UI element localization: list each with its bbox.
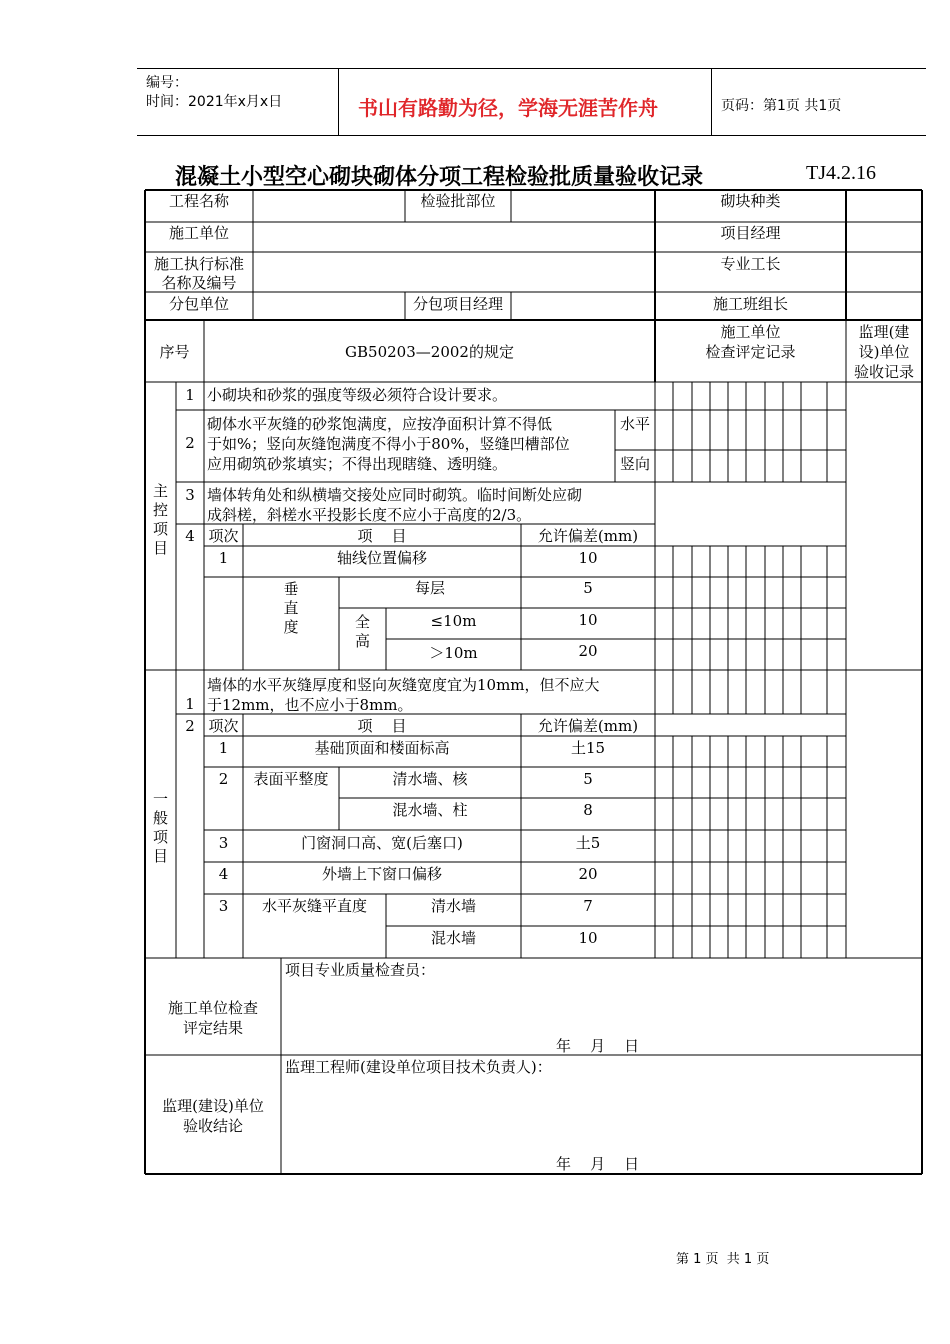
- general-r4-num: 4: [218, 865, 229, 883]
- seq-header: 序号: [159, 343, 190, 361]
- project-name-label: 工程名称: [168, 192, 229, 210]
- general-r2-name: 表面平整度: [253, 770, 329, 788]
- team-leader-label: 施工班组长: [712, 295, 788, 313]
- verticality-l3: 度: [283, 618, 299, 636]
- general-r2a-val: 5: [583, 770, 593, 788]
- sub-manager-label: 分包项目经理: [412, 295, 503, 313]
- general-item2-num: 2: [185, 717, 195, 735]
- sup-header-line1: 监理(建: [858, 323, 910, 341]
- eval-header-line2: 检查评定记录: [705, 343, 796, 361]
- main-label-2: 控: [152, 501, 168, 519]
- main-item2-text-l3: 应用砌筑砂浆填实；不得出现瞎缝、透明缝。: [207, 455, 508, 473]
- main-item2-text-l2: 于如%；竖向灰缝饱满度不得小于80%，竖缝凹槽部位: [207, 435, 570, 453]
- result-label-l2: 评定结果: [182, 1019, 243, 1037]
- main-item3-num: 3: [185, 486, 195, 504]
- header-divider-right: [711, 68, 712, 136]
- main-item3-text-l2: 成斜槎，斜槎水平投影长度不应小于高度的2/3。: [207, 506, 532, 524]
- verticality-l2: 直: [283, 599, 299, 617]
- general-r5b-label: 混水墙: [430, 929, 476, 947]
- general-r5a-label: 清水墙: [430, 897, 476, 915]
- le10-val: 10: [578, 611, 598, 629]
- general-item1-text-l1: 墙体的水平灰缝厚度和竖向灰缝宽度宜为10mm，但不应大: [207, 676, 600, 694]
- full-height-l1: 全: [354, 613, 370, 631]
- document-code: TJ4.2.16: [806, 162, 876, 184]
- general-item1-text-l2: 于12mm，也不应小于8mm。: [207, 696, 413, 714]
- result-date: 年 月 日: [556, 1037, 640, 1055]
- main-sub-tol-header: 允许偏差(mm): [537, 527, 639, 545]
- batch-part-label: 检验批部位: [420, 192, 496, 210]
- standard-label-line1: 施工执行标准: [153, 255, 244, 273]
- result-inspector: 项目专业质量检查员：: [285, 961, 436, 979]
- general-r1-num: 1: [218, 739, 229, 757]
- main-item1-text: 小砌块和砂浆的强度等级必须符合设计要求。: [207, 386, 508, 404]
- general-r3-num: 3: [218, 834, 229, 852]
- header-bottom-rule: [137, 135, 926, 136]
- general-item1-num: 1: [185, 695, 195, 713]
- sup-header-line3: 验收记录: [853, 363, 914, 381]
- main-item2-num: 2: [185, 434, 195, 452]
- horizontal-label: 水平: [619, 415, 650, 433]
- main-label-3: 项: [152, 520, 168, 538]
- vertical-label: 竖向: [619, 455, 650, 473]
- main-sub-seq-header: 项次: [208, 527, 239, 545]
- general-r1-name: 基础顶面和楼面标高: [314, 739, 450, 757]
- gt10-label: ＞10m: [429, 644, 478, 662]
- per-floor-label: 每层: [414, 579, 445, 597]
- conclusion-label-l1: 监理(建设)单位: [162, 1097, 264, 1115]
- date-label: 时间：2021年x月x日: [146, 94, 283, 110]
- general-label-2: 般: [152, 809, 168, 827]
- general-r2a-label: 清水墙、核: [392, 770, 468, 788]
- general-r3-val: 土5: [575, 834, 601, 852]
- result-label-l1: 施工单位检查: [167, 999, 258, 1017]
- gt10-val: 20: [578, 642, 598, 660]
- conclusion-label-l2: 验收结论: [182, 1117, 243, 1135]
- conclusion-date: 年 月 日: [556, 1155, 640, 1173]
- sup-header-line2: 设)单位: [858, 343, 910, 361]
- per-floor-val: 5: [583, 579, 593, 597]
- standard-label-line2: 名称及编号: [161, 274, 237, 292]
- main-r1-name: 轴线位置偏移: [336, 549, 427, 567]
- general-r5b-val: 10: [578, 929, 598, 947]
- general-label-3: 项: [152, 828, 168, 846]
- header-divider-left: [338, 68, 339, 136]
- serial-label: 编号：: [146, 75, 188, 91]
- conclusion-engineer: 监理工程师(建设单位项目技术负责人)：: [285, 1058, 552, 1076]
- general-r3-name: 门窗洞口高、宽(后塞口): [301, 834, 463, 852]
- main-item1-num: 1: [185, 386, 195, 404]
- general-sub-tol-header: 允许偏差(mm): [537, 717, 639, 735]
- header-motto: 书山有路勤为径，学海无涯苦作舟: [358, 96, 658, 120]
- construction-unit-label: 施工单位: [168, 224, 229, 242]
- main-r1-num: 1: [218, 549, 229, 567]
- general-r5a-val: 7: [583, 897, 593, 915]
- general-r2b-label: 混水墙、柱: [392, 801, 468, 819]
- foreman-label: 专业工长: [720, 255, 781, 273]
- eval-header-line1: 施工单位: [720, 323, 781, 341]
- general-r1-val: 土15: [570, 739, 606, 757]
- verticality-l1: 垂: [283, 580, 299, 598]
- le10-label: ≤10m: [430, 612, 477, 630]
- page-label: 页码：第1页 共1页: [721, 98, 842, 114]
- general-r2b-val: 8: [583, 801, 593, 819]
- project-manager-label: 项目经理: [720, 224, 781, 242]
- main-item2-text-l1: 砌体水平灰缝的砂浆饱满度，应按净面积计算不得低: [207, 415, 553, 433]
- document-title: 混凝土小型空心砌块砌体分项工程检验批质量验收记录: [175, 165, 704, 190]
- block-type-label: 砌块种类: [720, 192, 781, 210]
- page-footer: 第 1 页 共 1 页: [676, 1252, 770, 1267]
- full-height-l2: 高: [354, 632, 370, 650]
- general-r4-name: 外墙上下窗口偏移: [321, 865, 442, 883]
- general-sub-item-header: 项 目: [357, 717, 407, 735]
- general-label-1: 一: [152, 790, 168, 808]
- main-item4-num: 4: [185, 527, 195, 545]
- main-label-4: 目: [152, 539, 168, 557]
- general-r2-num: 2: [218, 770, 229, 788]
- general-label-4: 目: [152, 847, 168, 865]
- subcontractor-label: 分包单位: [168, 295, 229, 313]
- header-top-rule: [137, 68, 926, 69]
- general-r4-val: 20: [578, 865, 598, 883]
- main-item3-text-l1: 墙体转角处和纵横墙交接处应同时砌筑。临时间断处应砌: [207, 486, 583, 504]
- main-r1-val: 10: [578, 549, 598, 567]
- general-r5-name: 水平灰缝平直度: [261, 897, 367, 915]
- general-r5-num: 3: [218, 897, 229, 915]
- main-sub-item-header: 项 目: [357, 527, 407, 545]
- general-sub-seq-header: 项次: [208, 717, 239, 735]
- main-label-1: 主: [152, 482, 168, 500]
- spec-header: GB50203—2002的规定: [345, 343, 514, 361]
